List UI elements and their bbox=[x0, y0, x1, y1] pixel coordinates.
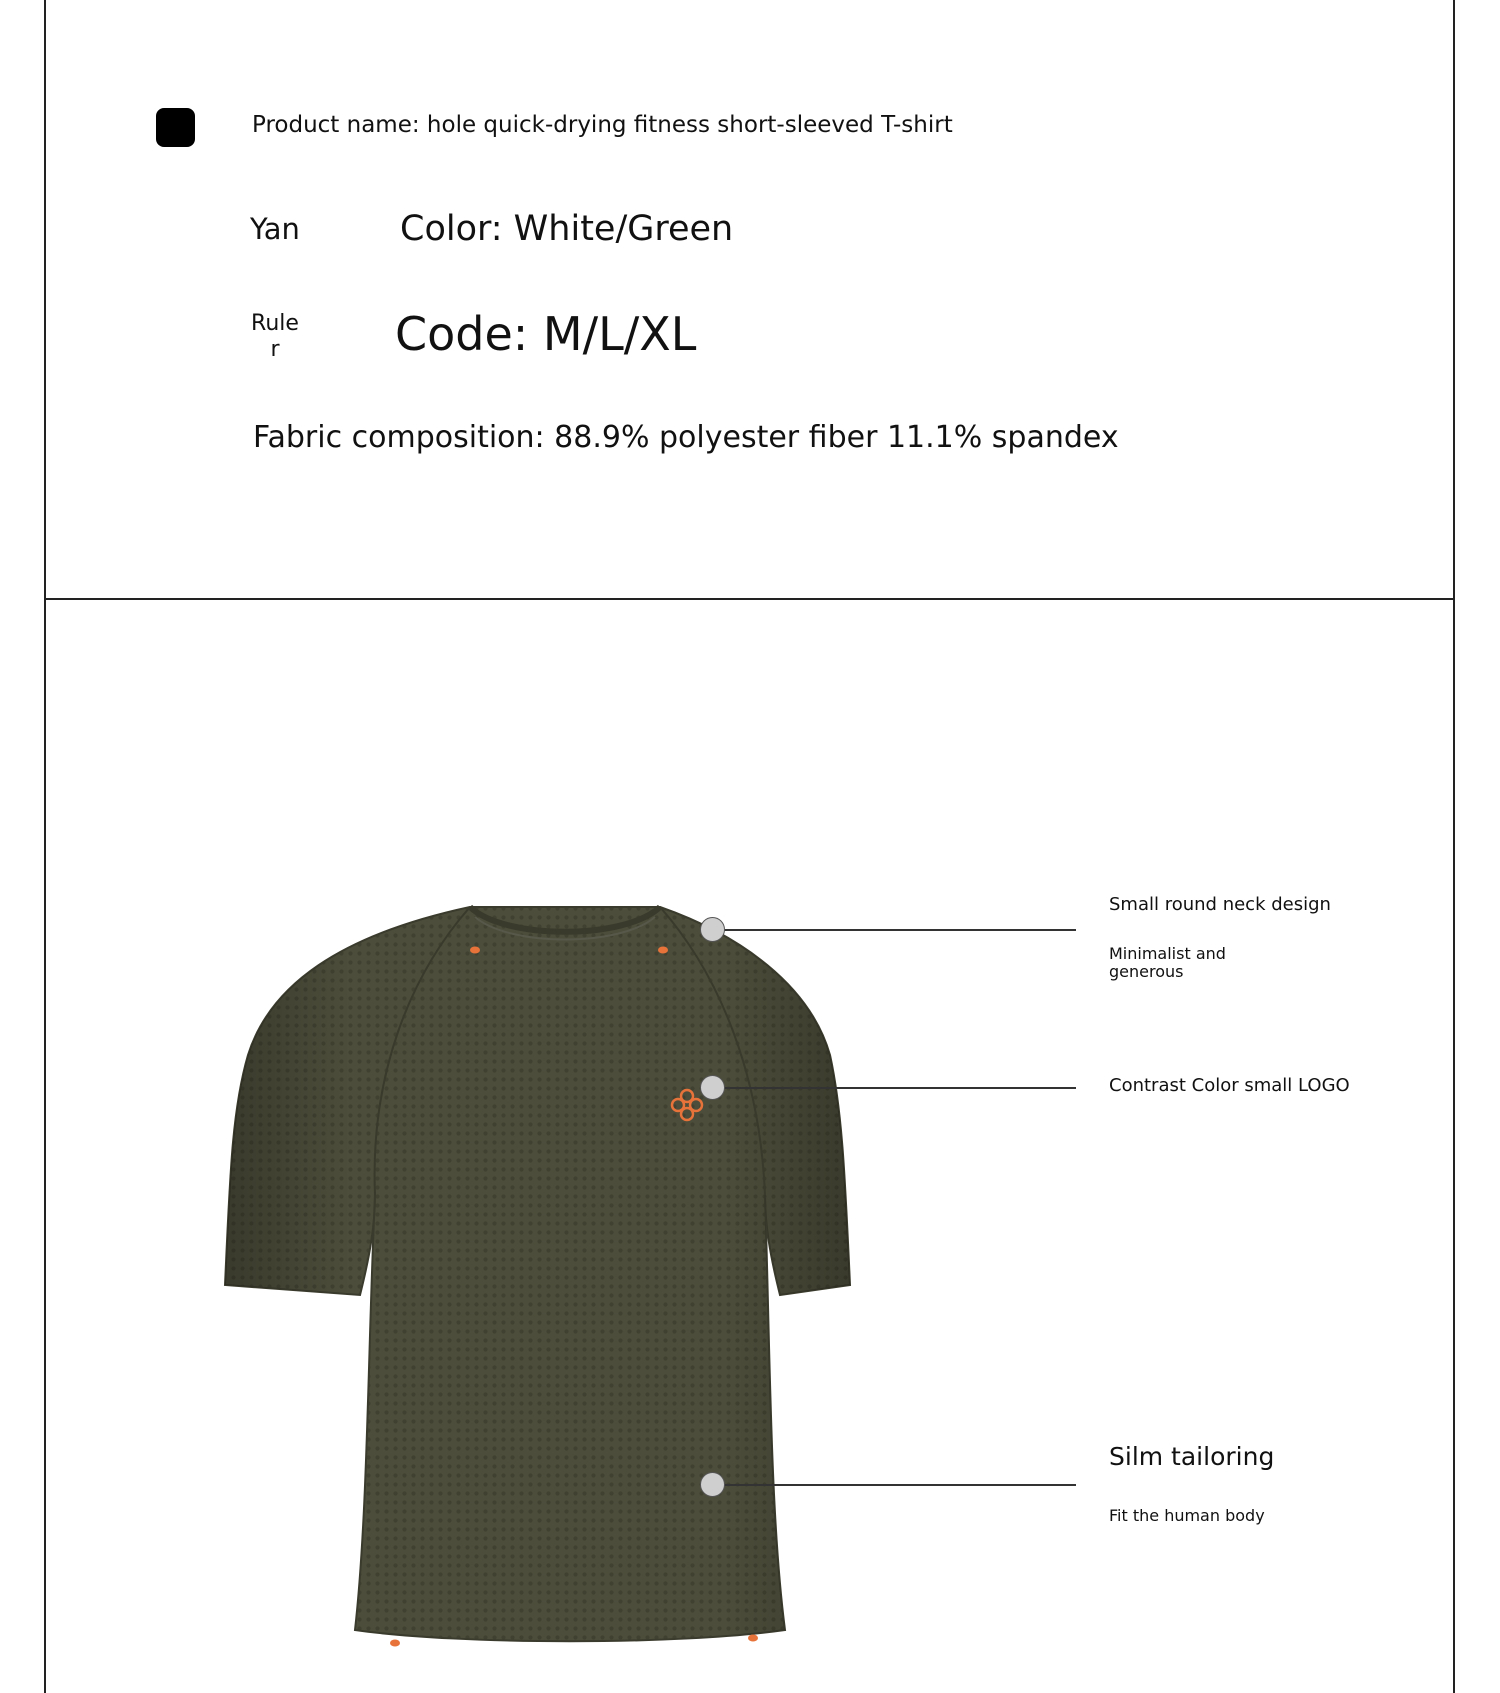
fabric-composition-text: Fabric composition: 88.9% polyester fiber 11.1% spandex bbox=[253, 420, 1119, 455]
callout-subtitle-fit: Fit the human body bbox=[1109, 1506, 1265, 1525]
bullet-square-icon bbox=[156, 108, 195, 147]
callout-line-neck bbox=[712, 929, 1076, 931]
callout-title-fit: Silm tailoring bbox=[1109, 1442, 1275, 1471]
product-name-text: Product name: hole quick-drying fitness short-sleeved T-shirt bbox=[252, 112, 953, 138]
callout-line-logo bbox=[712, 1087, 1076, 1089]
size-label: Ruler bbox=[251, 311, 299, 362]
size-value: Code: M/L/XL bbox=[395, 307, 697, 361]
callout-title-neck: Small round neck design bbox=[1109, 894, 1331, 915]
callout-title-logo: Contrast Color small LOGO bbox=[1109, 1075, 1350, 1096]
color-value: Color: White/Green bbox=[400, 209, 734, 249]
callout-marker-neck bbox=[700, 917, 725, 942]
callout-subtitle-neck: Minimalist and generous bbox=[1109, 944, 1226, 981]
frame-left-border bbox=[44, 0, 46, 1693]
product-tshirt-image bbox=[220, 895, 910, 1660]
color-label: Yan bbox=[250, 212, 300, 246]
section-divider bbox=[44, 598, 1455, 600]
callout-marker-fit bbox=[700, 1472, 725, 1497]
frame-right-border bbox=[1453, 0, 1455, 1693]
callout-line-fit bbox=[712, 1484, 1076, 1486]
callout-marker-logo bbox=[700, 1075, 725, 1100]
tshirt-shading bbox=[225, 907, 850, 1641]
